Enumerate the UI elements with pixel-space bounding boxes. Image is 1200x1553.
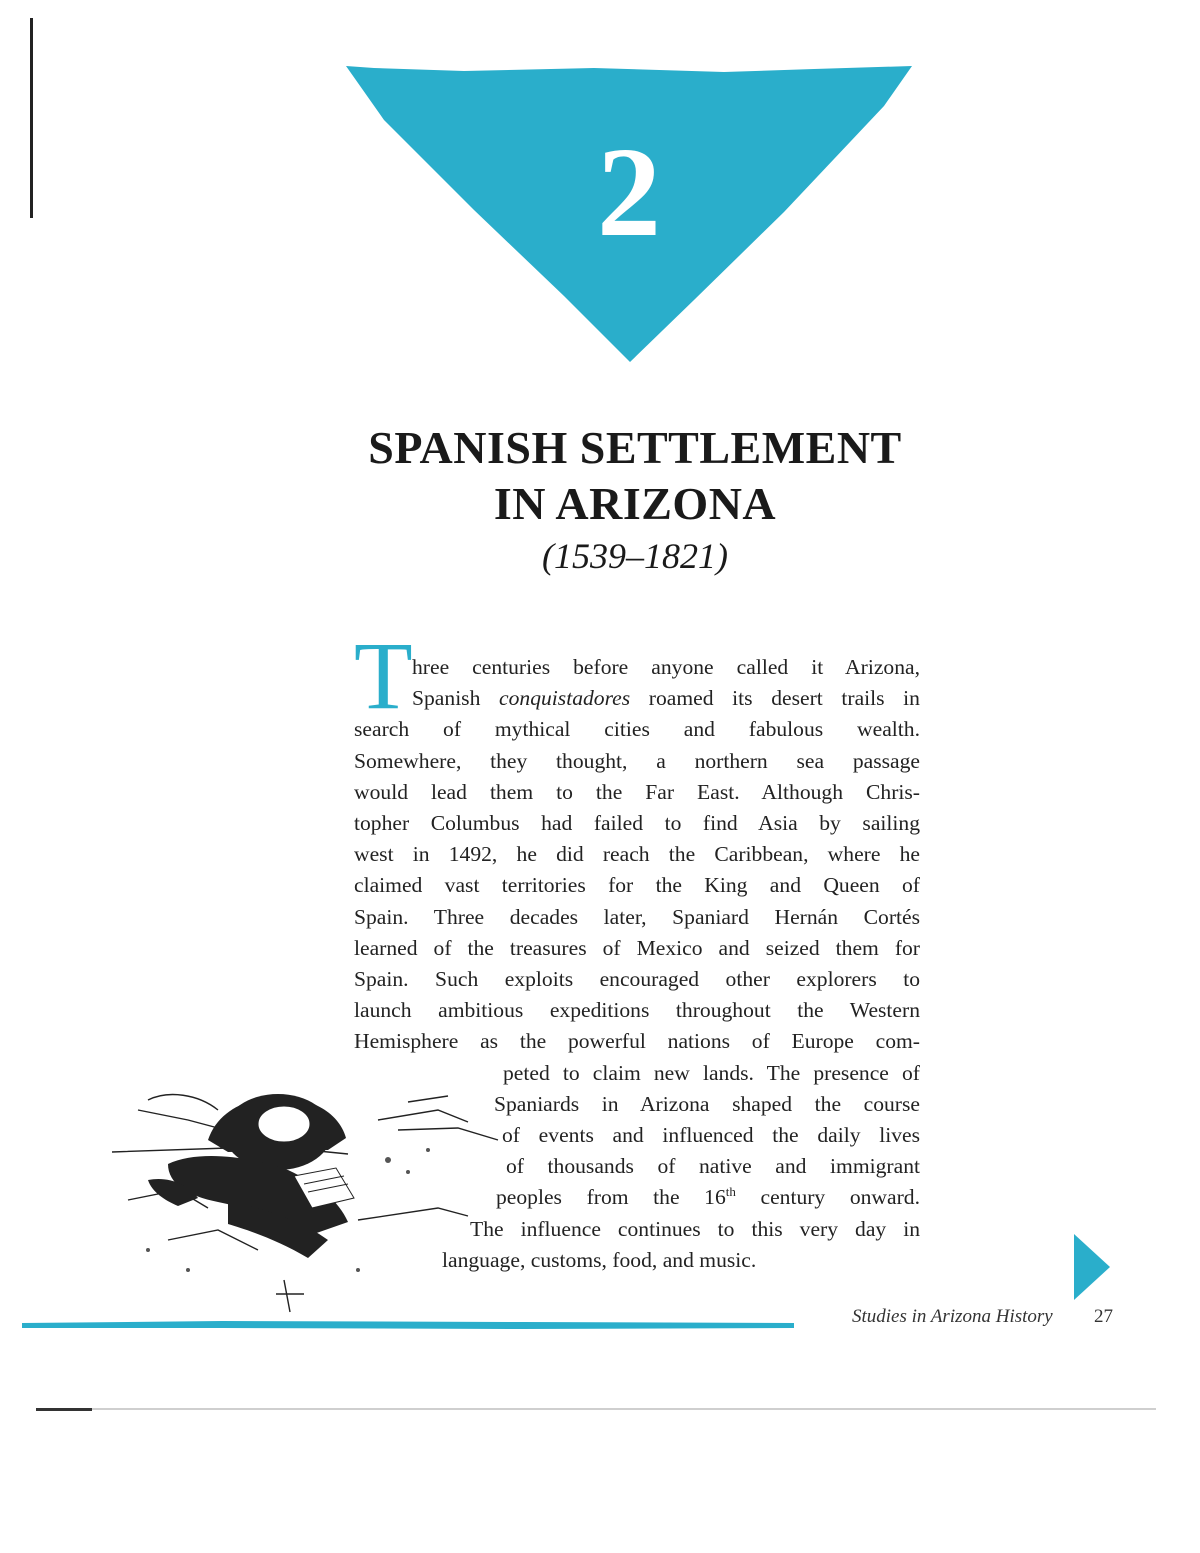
paragraph-line: The influence continues to this very day in	[470, 1216, 920, 1241]
page-bottom-edge-mark	[36, 1408, 92, 1411]
paragraph-line: launch ambitious expeditions throughout the Western	[354, 998, 920, 1023]
paragraph-line: hree centuries before anyone called it Arizona,	[412, 655, 920, 679]
paragraph-line: Spain. Such exploits encouraged other explorers to	[354, 967, 920, 992]
scan-edge-line	[30, 18, 33, 218]
right-triangle-arrow-icon	[1072, 1232, 1112, 1302]
paragraph-line: Hemisphere as the powerful nations of Europe com-	[354, 1029, 920, 1054]
paragraph-line: learned of the treasures of Mexico and seized them for	[354, 935, 920, 960]
chapter-title	[300, 420, 970, 532]
ordinal-suffix: th	[725, 1184, 736, 1200]
page-bottom-edge	[36, 1408, 1156, 1410]
paragraph-line: Spaniards in Arizona shaped the course	[494, 1091, 920, 1116]
line-text: roamed its desert trails in	[630, 686, 920, 711]
paragraph-line: Spain. Three decades later, Spaniard Hernán Cortés	[354, 904, 920, 929]
italic-term: conquistadores	[499, 686, 631, 711]
footer-book-title: Studies in Arizona History	[852, 1306, 1053, 1327]
chapter-number: 2	[597, 121, 661, 263]
paragraph-line: west in 1492, he did reach the Caribbean, where he	[354, 842, 920, 867]
paragraph-line	[354, 683, 920, 714]
footer-rule	[22, 1317, 794, 1327]
page-number: 27	[1094, 1306, 1113, 1327]
drop-cap: T	[354, 622, 413, 729]
paragraph-line: of thousands of native and immigrant	[506, 1154, 920, 1179]
paragraph-line: claimed vast territories for the King and Queen of	[354, 873, 920, 898]
paragraph-line: language, customs, food, and music.	[442, 1247, 757, 1272]
line-text: century onward.	[735, 1185, 920, 1210]
paragraph-line: would lead them to the Far East. Although Chris-	[354, 779, 920, 804]
paragraph-line: search of mythical cities and fabulous wealth.	[354, 717, 920, 742]
chapter-title-line-1: SPANISH SETTLEMENT	[368, 422, 902, 473]
chapter-years: (1539–1821)	[542, 536, 728, 576]
line-text: Spanish	[412, 686, 500, 711]
paragraph-line: topher Columbus had failed to find Asia by sailing	[354, 811, 920, 836]
line-text: peoples from the 16	[496, 1185, 726, 1210]
chapter-title-line-2: IN ARIZONA	[493, 478, 777, 529]
paragraph-line: of events and influenced the daily lives	[502, 1123, 920, 1148]
conquistador-armor-helmet-illustration	[108, 1080, 508, 1316]
paragraph-line: peted to claim new lands. The presence of	[503, 1060, 920, 1085]
paragraph-line: Somewhere, they thought, a northern sea passage	[354, 748, 920, 773]
